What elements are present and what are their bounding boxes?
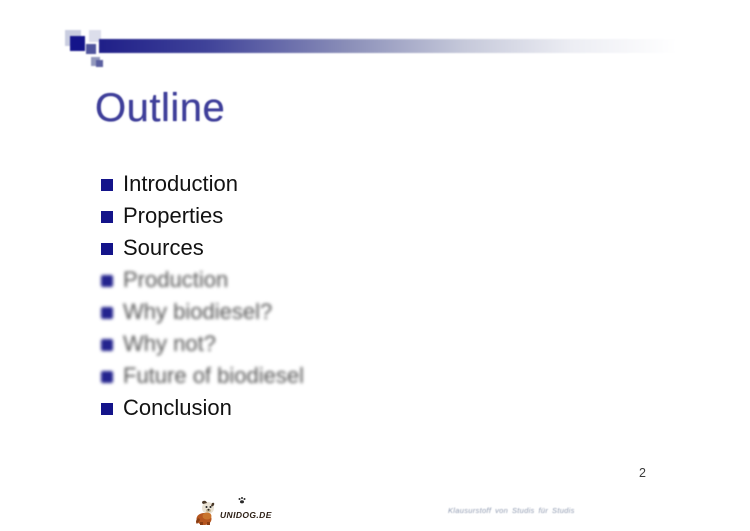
bullet-square-icon <box>101 403 113 415</box>
bullet-square-icon <box>101 371 113 383</box>
outline-item <box>101 264 304 296</box>
logo-text: UNIDOG.DE <box>220 510 272 520</box>
dog-mascot-icon <box>195 500 217 526</box>
outline-item-label: Conclusion <box>123 395 232 420</box>
outline-item <box>101 200 304 232</box>
outline-item <box>101 360 304 392</box>
outline-item-label: Why biodiesel? <box>123 299 273 324</box>
outline-item-label: Why not? <box>123 331 216 356</box>
bullet-square-icon <box>101 211 113 223</box>
outline-item-label: Properties <box>123 203 224 228</box>
outline-item <box>101 392 304 424</box>
footer-logo <box>195 500 272 526</box>
logo-text-wrap <box>220 505 272 526</box>
header-decoration <box>0 0 750 80</box>
outline-list <box>101 168 304 424</box>
bullet-square-icon <box>101 307 113 319</box>
bullet-square-icon <box>101 243 113 255</box>
page-number: 2 <box>639 466 646 480</box>
bullet-square-icon <box>101 275 113 287</box>
bullet-square-icon <box>101 179 113 191</box>
outline-item <box>101 232 304 264</box>
slide-title: Outline <box>95 86 226 130</box>
header-gradient-bar <box>99 39 690 53</box>
deco-square-icon <box>96 60 103 67</box>
outline-item <box>101 296 304 328</box>
deco-square-icon <box>70 36 85 51</box>
outline-item-label: Production <box>123 267 229 292</box>
deco-square-icon <box>86 44 96 54</box>
outline-item-label: Sources <box>123 235 204 260</box>
outline-item <box>101 328 304 360</box>
outline-item <box>101 168 304 200</box>
outline-item-label: Future of biodiesel <box>123 363 304 388</box>
paw-print-icon <box>238 497 246 504</box>
bullet-square-icon <box>101 339 113 351</box>
outline-item-label: Introduction <box>123 171 238 196</box>
footer-tagline: Klausurstoff von Studis für Studis <box>448 506 575 515</box>
